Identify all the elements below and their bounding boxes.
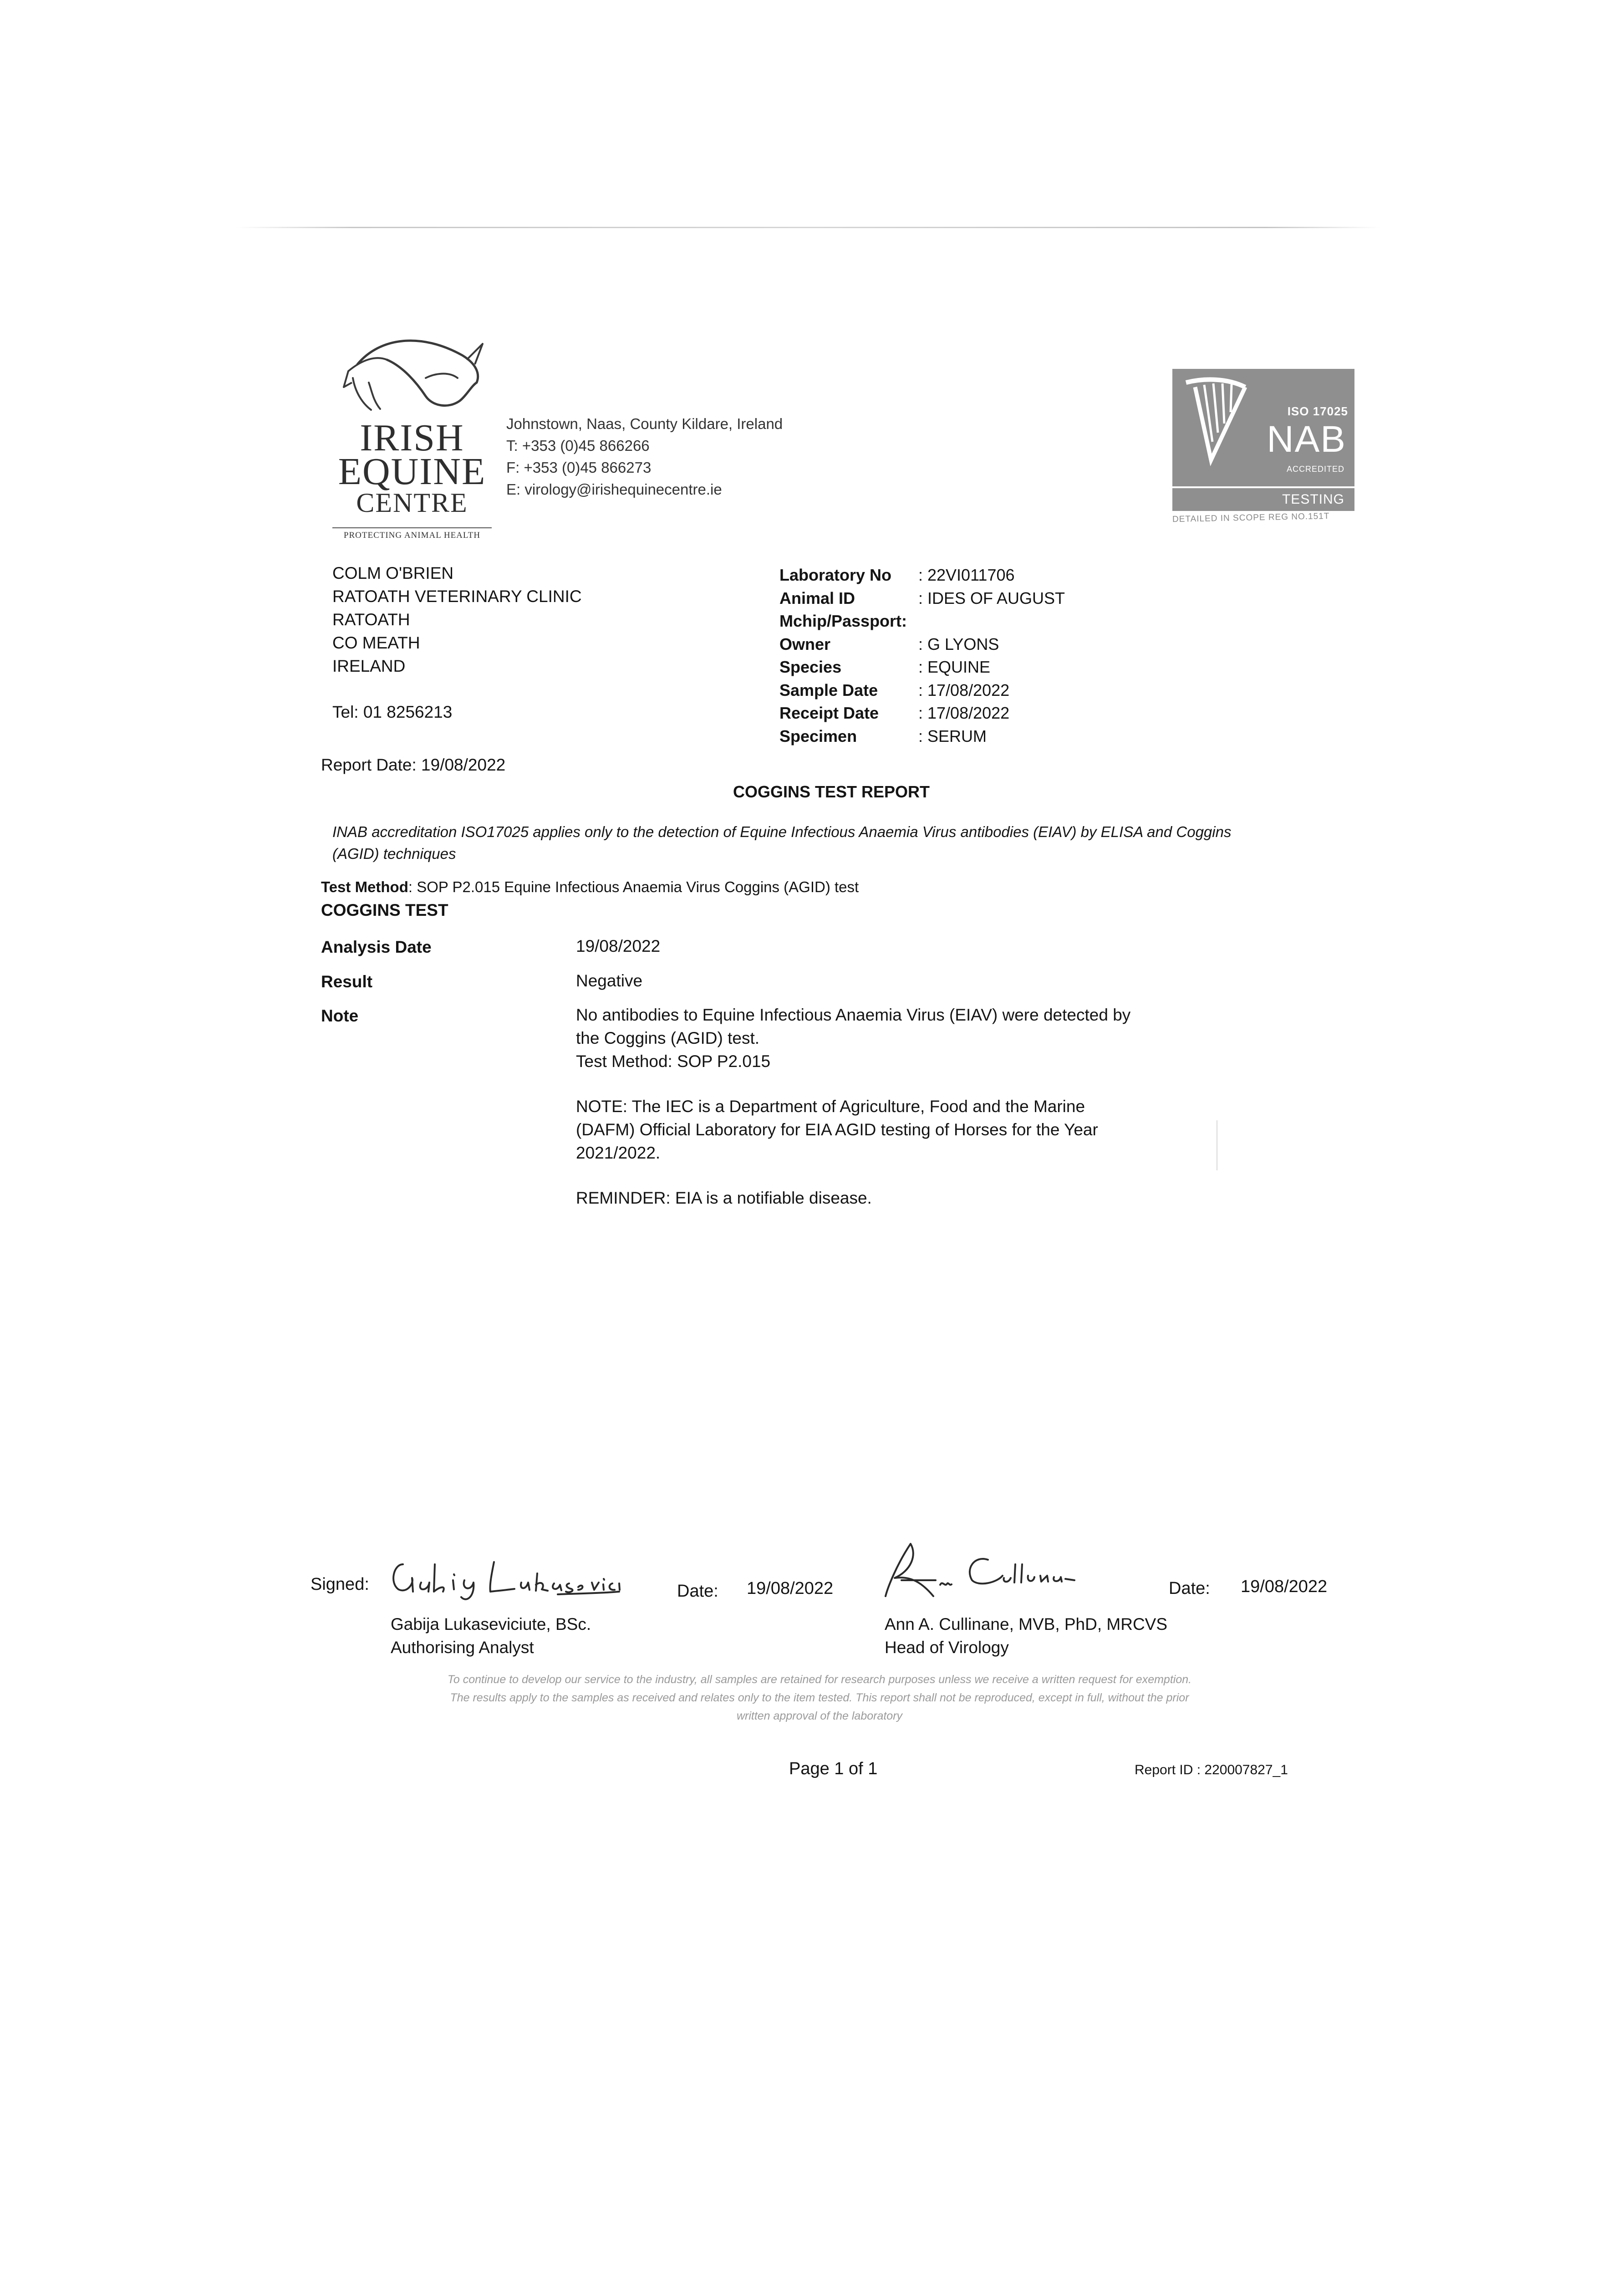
note-label: Note <box>321 1006 359 1025</box>
signatory-right-title: Head of Virology <box>885 1638 1009 1657</box>
signatory-right-name: Ann A. Cullinane, MVB, PhD, MRCVS <box>885 1615 1168 1634</box>
sample-info-value: : G LYONS <box>918 634 999 653</box>
recipient-line: RATOATH <box>332 610 410 629</box>
date-value-right: 19/08/2022 <box>1241 1577 1328 1596</box>
result-label: Result <box>321 972 373 991</box>
signature-gabija <box>385 1546 621 1603</box>
signatory-right <box>885 1613 1167 1659</box>
iec-logo <box>330 328 494 542</box>
date-label-right: Date: <box>1169 1579 1210 1598</box>
report-id: Report ID : 220007827_1 <box>1135 1762 1288 1777</box>
sample-info-value: : EQUINE <box>918 658 991 676</box>
sample-info-label: Species <box>779 658 842 676</box>
logo-divider <box>332 527 492 528</box>
inab-scope: DETAILED IN SCOPE REG NO.151T <box>1172 511 1330 525</box>
signed-label: Signed: <box>311 1575 369 1594</box>
recipient-line: COLM O'BRIEN <box>332 564 454 582</box>
inab-badge <box>1172 369 1354 528</box>
sample-info-row <box>779 610 1189 633</box>
sample-info-value: : IDES OF AUGUST <box>918 588 1065 608</box>
lab-fax: F: +353 (0)45 866273 <box>506 459 652 476</box>
scan-artifact-line <box>237 227 1380 228</box>
sample-info-label: Sample Date <box>779 680 878 699</box>
sample-info-row <box>779 587 1189 610</box>
disclaimer-line: The results apply to the samples as received and relates only to the item tested. This report shall not be reproduced, except in full, without the prior <box>450 1691 1189 1704</box>
disclaimer-line: written approval of the laboratory <box>736 1710 903 1722</box>
analysis-date-label: Analysis Date <box>321 938 432 956</box>
sample-info-value: : 17/08/2022 <box>918 704 1010 722</box>
lab-email: E: virology@irishequinecentre.ie <box>506 481 722 498</box>
inab-note: INAB accreditation ISO17025 applies only to the detection of Equine Infectious Anaemia Virus antibodies (EIAV) by ELISA and Coggins (AGID) techniques <box>332 823 1232 862</box>
note-line: No antibodies to Equine Infectious Anaemia Virus (EIAV) were detected by <box>576 1006 1131 1024</box>
recipient-line: IRELAND <box>332 657 406 675</box>
sample-info-value: : 22VI011706 <box>918 566 1015 584</box>
inab-testing-bar <box>1172 488 1354 511</box>
inab-accredited: ACCREDITED <box>1286 465 1344 474</box>
disclaimer <box>319 1670 1320 1725</box>
date-value-left: 19/08/2022 <box>747 1579 834 1598</box>
signatory-left-title: Authorising Analyst <box>391 1638 534 1657</box>
inab-harp-icon <box>1177 373 1250 483</box>
note-line: Test Method: SOP P2.015 <box>576 1052 771 1071</box>
sample-info-row <box>779 702 1189 725</box>
inab-iso-label: ISO 17025 <box>1287 404 1348 418</box>
sample-info-row <box>779 656 1189 679</box>
signature-ann <box>883 1537 1120 1601</box>
recipient-address <box>332 562 582 678</box>
logo-tagline: PROTECTING ANIMAL HEALTH <box>343 531 481 540</box>
logo-word-centre: CENTRE <box>356 488 468 518</box>
sample-info-label: Owner <box>779 634 831 653</box>
analysis-date-value: 19/08/2022 <box>576 937 661 955</box>
sample-info-row <box>779 564 1189 587</box>
sample-info-label: Animal ID <box>779 588 855 608</box>
sample-info-row <box>779 633 1189 656</box>
result-value: Negative <box>576 971 643 990</box>
sample-info-label: Receipt Date <box>779 704 879 722</box>
inab-brand: NAB <box>1267 419 1346 460</box>
lab-address: Johnstown, Naas, County Kildare, Ireland <box>506 415 783 432</box>
inab-testing: TESTING <box>1282 492 1344 507</box>
recipient-line: RATOATH VETERINARY CLINIC <box>332 587 582 606</box>
test-method-value: : SOP P2.015 Equine Infectious Anaemia Virus Coggins (AGID) test <box>408 878 859 895</box>
horse-head-icon <box>330 328 494 428</box>
sample-info-label: Laboratory No <box>779 566 892 584</box>
test-method-label: Test Method <box>321 878 408 895</box>
sample-info-value: : SERUM <box>918 726 987 745</box>
sample-info-table <box>779 564 1189 748</box>
disclaimer-line: To continue to develop our service to the industry, all samples are retained for research purposes unless we receive a written request for exemption. <box>447 1673 1192 1686</box>
signatory-left <box>391 1613 591 1659</box>
contact-block <box>506 413 783 500</box>
sample-info-label: Specimen <box>779 726 857 745</box>
sample-info-value: : 17/08/2022 <box>918 680 1010 699</box>
sample-info-row <box>779 679 1189 702</box>
test-method <box>321 878 859 896</box>
reminder-line: REMINDER: EIA is a notifiable disease. <box>576 1189 872 1207</box>
section-title: COGGINS TEST <box>321 901 448 919</box>
note-line: the Coggins (AGID) test. <box>576 1029 760 1047</box>
recipient-line: CO MEATH <box>332 633 420 652</box>
recipient-tel: Tel: 01 8256213 <box>332 703 453 721</box>
signatory-left-name: Gabija Lukaseviciute, BSc. <box>391 1615 591 1634</box>
page-number: Page 1 of 1 <box>789 1759 878 1778</box>
logo-word-equine: EQUINE <box>338 450 486 493</box>
logo-word-irish: IRISH <box>360 417 464 459</box>
dafm-line: 2021/2022. <box>576 1144 661 1162</box>
report-date: Report Date: 19/08/2022 <box>321 756 506 774</box>
report-title: COGGINS TEST REPORT <box>733 782 930 801</box>
dafm-line: (DAFM) Official Laboratory for EIA AGID testing of Horses for the Year <box>576 1120 1098 1139</box>
sample-info-row <box>779 725 1189 748</box>
date-label-left: Date: <box>677 1582 718 1601</box>
sample-info-label: Mchip/Passport: <box>779 612 907 630</box>
note-text <box>576 1003 1213 1210</box>
dafm-line: NOTE: The IEC is a Department of Agriculture, Food and the Marine <box>576 1097 1085 1116</box>
lab-phone: T: +353 (0)45 866266 <box>506 437 650 454</box>
